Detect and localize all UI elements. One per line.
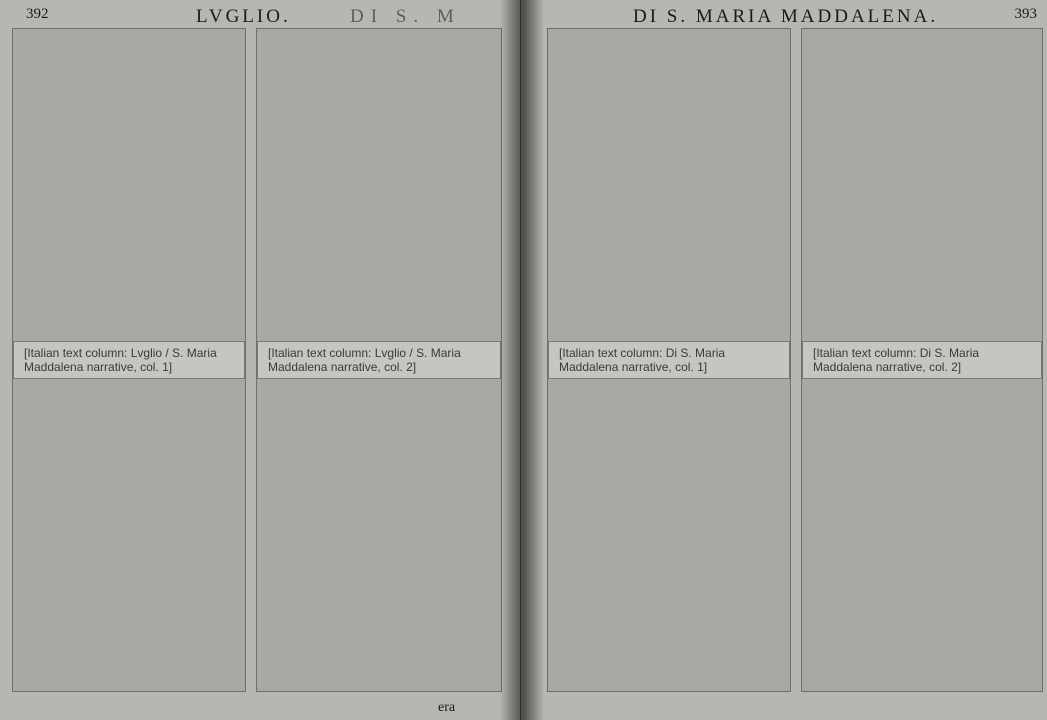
left-running-title: LVGLIO. — [196, 6, 291, 27]
left-column-2-image: [Italian text column: Lvglio / S. Maria Maddalena narrative, col. 2] — [256, 28, 502, 692]
right-page — [521, 0, 1047, 720]
right-column-1-image: [Italian text column: Di S. Maria Maddalena narrative, col. 1] — [547, 28, 791, 692]
left-page-number: 392 — [26, 6, 49, 22]
left-column-1-image: [Italian text column: Lvglio / S. Maria Maddalena narrative, col. 1] — [12, 28, 246, 692]
catchword: era — [438, 700, 456, 715]
right-running-head — [521, 6, 1047, 28]
right-column-2-image: [Italian text column: Di S. Maria Maddalena narrative, col. 2] — [801, 28, 1043, 692]
right-page-number: 393 — [1014, 6, 1037, 22]
right-running-title: DI S. MARIA MADDALENA. — [633, 6, 939, 27]
left-page — [0, 0, 521, 720]
left-running-title-showthrough: DI S. M — [350, 6, 461, 27]
left-running-head — [0, 6, 520, 28]
